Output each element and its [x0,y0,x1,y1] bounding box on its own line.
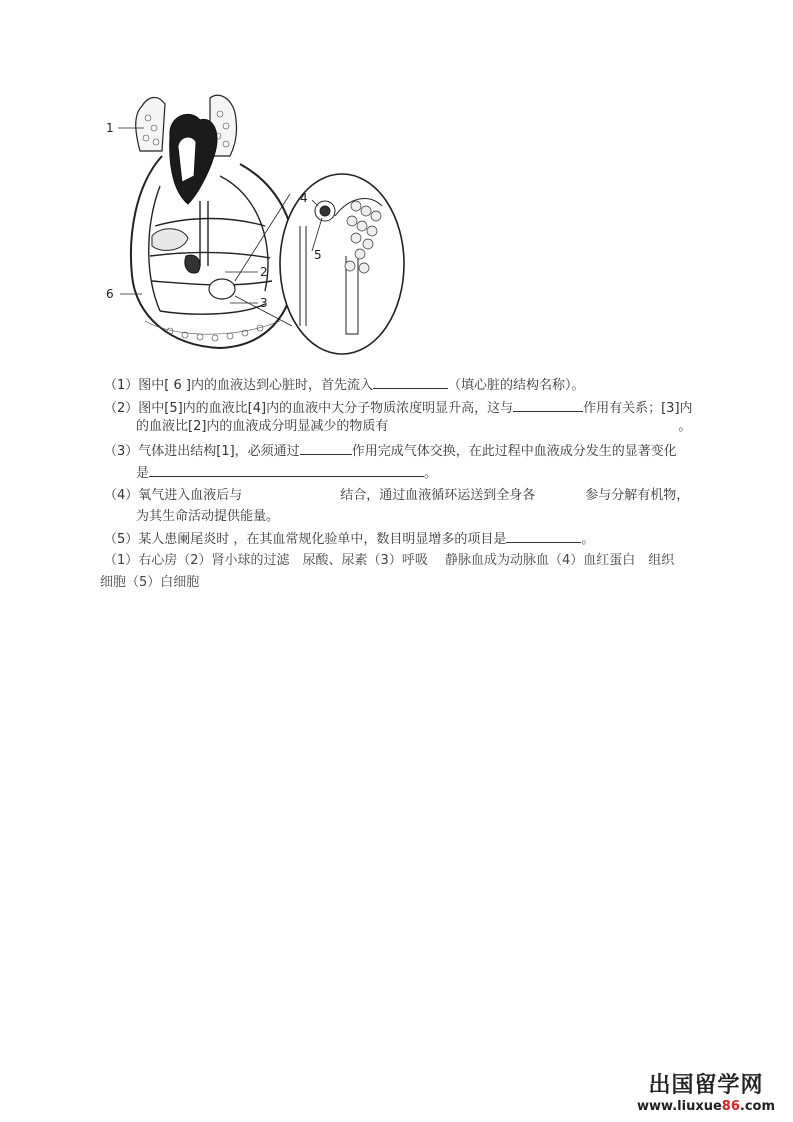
q3-text: 是 [136,466,150,481]
question-4 [104,486,689,506]
q3-text: （3）气体进出结构[1]，必须通过 [104,444,300,459]
q5-blank[interactable] [506,528,581,543]
q4-text: 为其生命活动提供能量。 [136,509,280,524]
q3-blank-1[interactable] [300,440,352,455]
q4-text: 结合，通过血液循环运送到全身各 [340,488,536,503]
label-2: 2 [260,265,268,279]
organ-liver [152,229,188,251]
organ-stomach [185,255,200,273]
site-watermark [637,1068,775,1114]
q3-blank-2[interactable] [149,462,424,477]
q1-blank[interactable] [373,374,448,389]
question-3 [104,440,677,462]
answer-key: （1）右心房（2）肾小球的过滤 尿酸、尿素（3）呼吸 静脉血成为动脉血（4）血红蛋白 组织 [104,553,675,568]
watermark-site-name: 出国留学网 [648,1073,764,1098]
circulation-diagram-svg [100,76,430,361]
q2-text: 。 [678,419,692,434]
q5-text: 。 [581,532,595,547]
question-2 [104,397,693,419]
question-3-cont [136,462,437,484]
q1-text: （1）图中[ 6 ]内的血液达到心脏时，首先流入 [104,378,373,393]
q3-text: 作用完成气体交换，在此过程中血液成分发生的显著变化 [351,444,677,459]
left-lung [136,97,165,151]
watermark-url-suffix: .com [739,1099,775,1114]
label-5: 5 [314,248,322,262]
circulation-diagram [100,76,430,361]
q4-text: 参与分解有机物， [585,488,690,503]
kidney [209,279,235,299]
nephron-inset [280,174,404,354]
watermark-url-prefix: www.liuxue [637,1099,722,1114]
watermark-url [637,1099,775,1114]
q4-text: （4）氧气进入血液后与 [104,488,243,503]
question-1 [104,374,584,396]
question-5 [104,528,594,550]
q3-text: 。 [424,466,438,481]
q1-text: （填心脏的结构名称）。 [447,378,585,393]
label-6: 6 [106,287,114,301]
label-3: 3 [260,296,268,310]
q2-text: 的血液比[2]内的血液成分明显减少的物质有 [136,419,389,434]
q2-text: （2）图中[5]内的血液比[4]内的血液中大分子物质浓度明显升高，这与 [104,401,514,416]
label-4: 4 [300,191,308,205]
watermark-url-number: 86 [721,1099,740,1114]
answer-key-cont: 细胞（5）白细胞 [100,575,200,590]
q5-text: （5）某人患阑尾炎时 ，在其血常规化验单中，数目明显增多的项目是 [104,532,507,547]
q2-blank-1[interactable] [513,397,583,412]
label-1: 1 [106,121,114,135]
question-2-cont [136,417,691,437]
q2-text: 作用有关系；[3]内 [583,401,693,416]
question-4-cont [136,507,279,527]
